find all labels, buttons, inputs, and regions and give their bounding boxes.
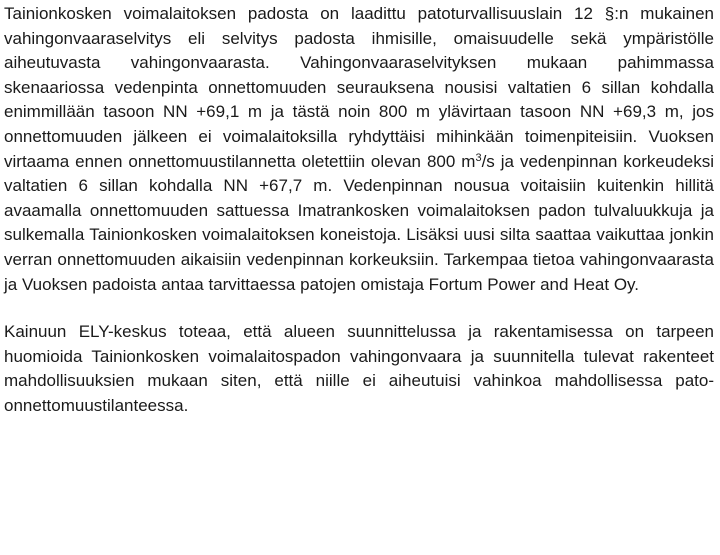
document-page	[4, 2, 714, 419]
paragraph-dam-hazard-assessment	[4, 2, 714, 297]
superscript-cubic: 3	[475, 151, 482, 164]
paragraph-ely-statement: Kainuun ELY-keskus toteaa, että alueen suunnittelussa ja rakentamisessa on tarpeen huomioida Tainionkosken voimalaitospadon vahingonvaara ja suunnitella tulevat rakenteet mahdollisuuksien mukaan siten, että niille ei aiheutuisi vahinkoa mahdollisessa pato-onnettomuustilanteessa.	[4, 322, 714, 415]
paragraph-text-part-1: Tainionkosken voimalaitoksen padosta on laadittu patoturvallisuuslain 12 §:n mukainen vahingonvaaraselvitys eli selvitys padosta ihmisille, omaisuudelle sekä ympäristölle aiheutuvasta vahingonvaarasta. Vahingonvaaraselvityksen mukaan pahimmassa skenaariossa vedenpinta onnettomuuden seurauksena nousisi valtatien 6 sillan kohdalla enimmillään tasoon NN +69,1 m ja tästä noin 800 m ylävirtaan tasoon NN +69,3 m, jos onnettomuuden jälkeen ei voimalaitoksilla ryhdyttäisi mihinkään toimenpiteisiin. Vuoksen virtaama ennen onnettomuustilannetta oletettiin olevan 800 m	[4, 4, 714, 171]
paragraph-text-part-2: /s ja vedenpinnan korkeudeksi valtatien 6 sillan kohdalla NN +67,7 m. Vedenpinnan nousua voitaisiin kuitenkin hillitä avaamalla onnettomuuden sattuessa Imatrankosken voimalaitoksen padon tulvaluukkuja ja sulkemalla Tainionkosken voimalaitoksen koneistoja. Lisäksi uusi silta saattaa vaikuttaa jonkin verran onnettomuuden aikaisiin vedenpinnan korkeuksiin. Tarkempaa tietoa vahingonvaarasta ja Vuoksen padoista antaa tarvittaessa patojen omistaja Fortum Power and Heat Oy.	[4, 151, 714, 294]
